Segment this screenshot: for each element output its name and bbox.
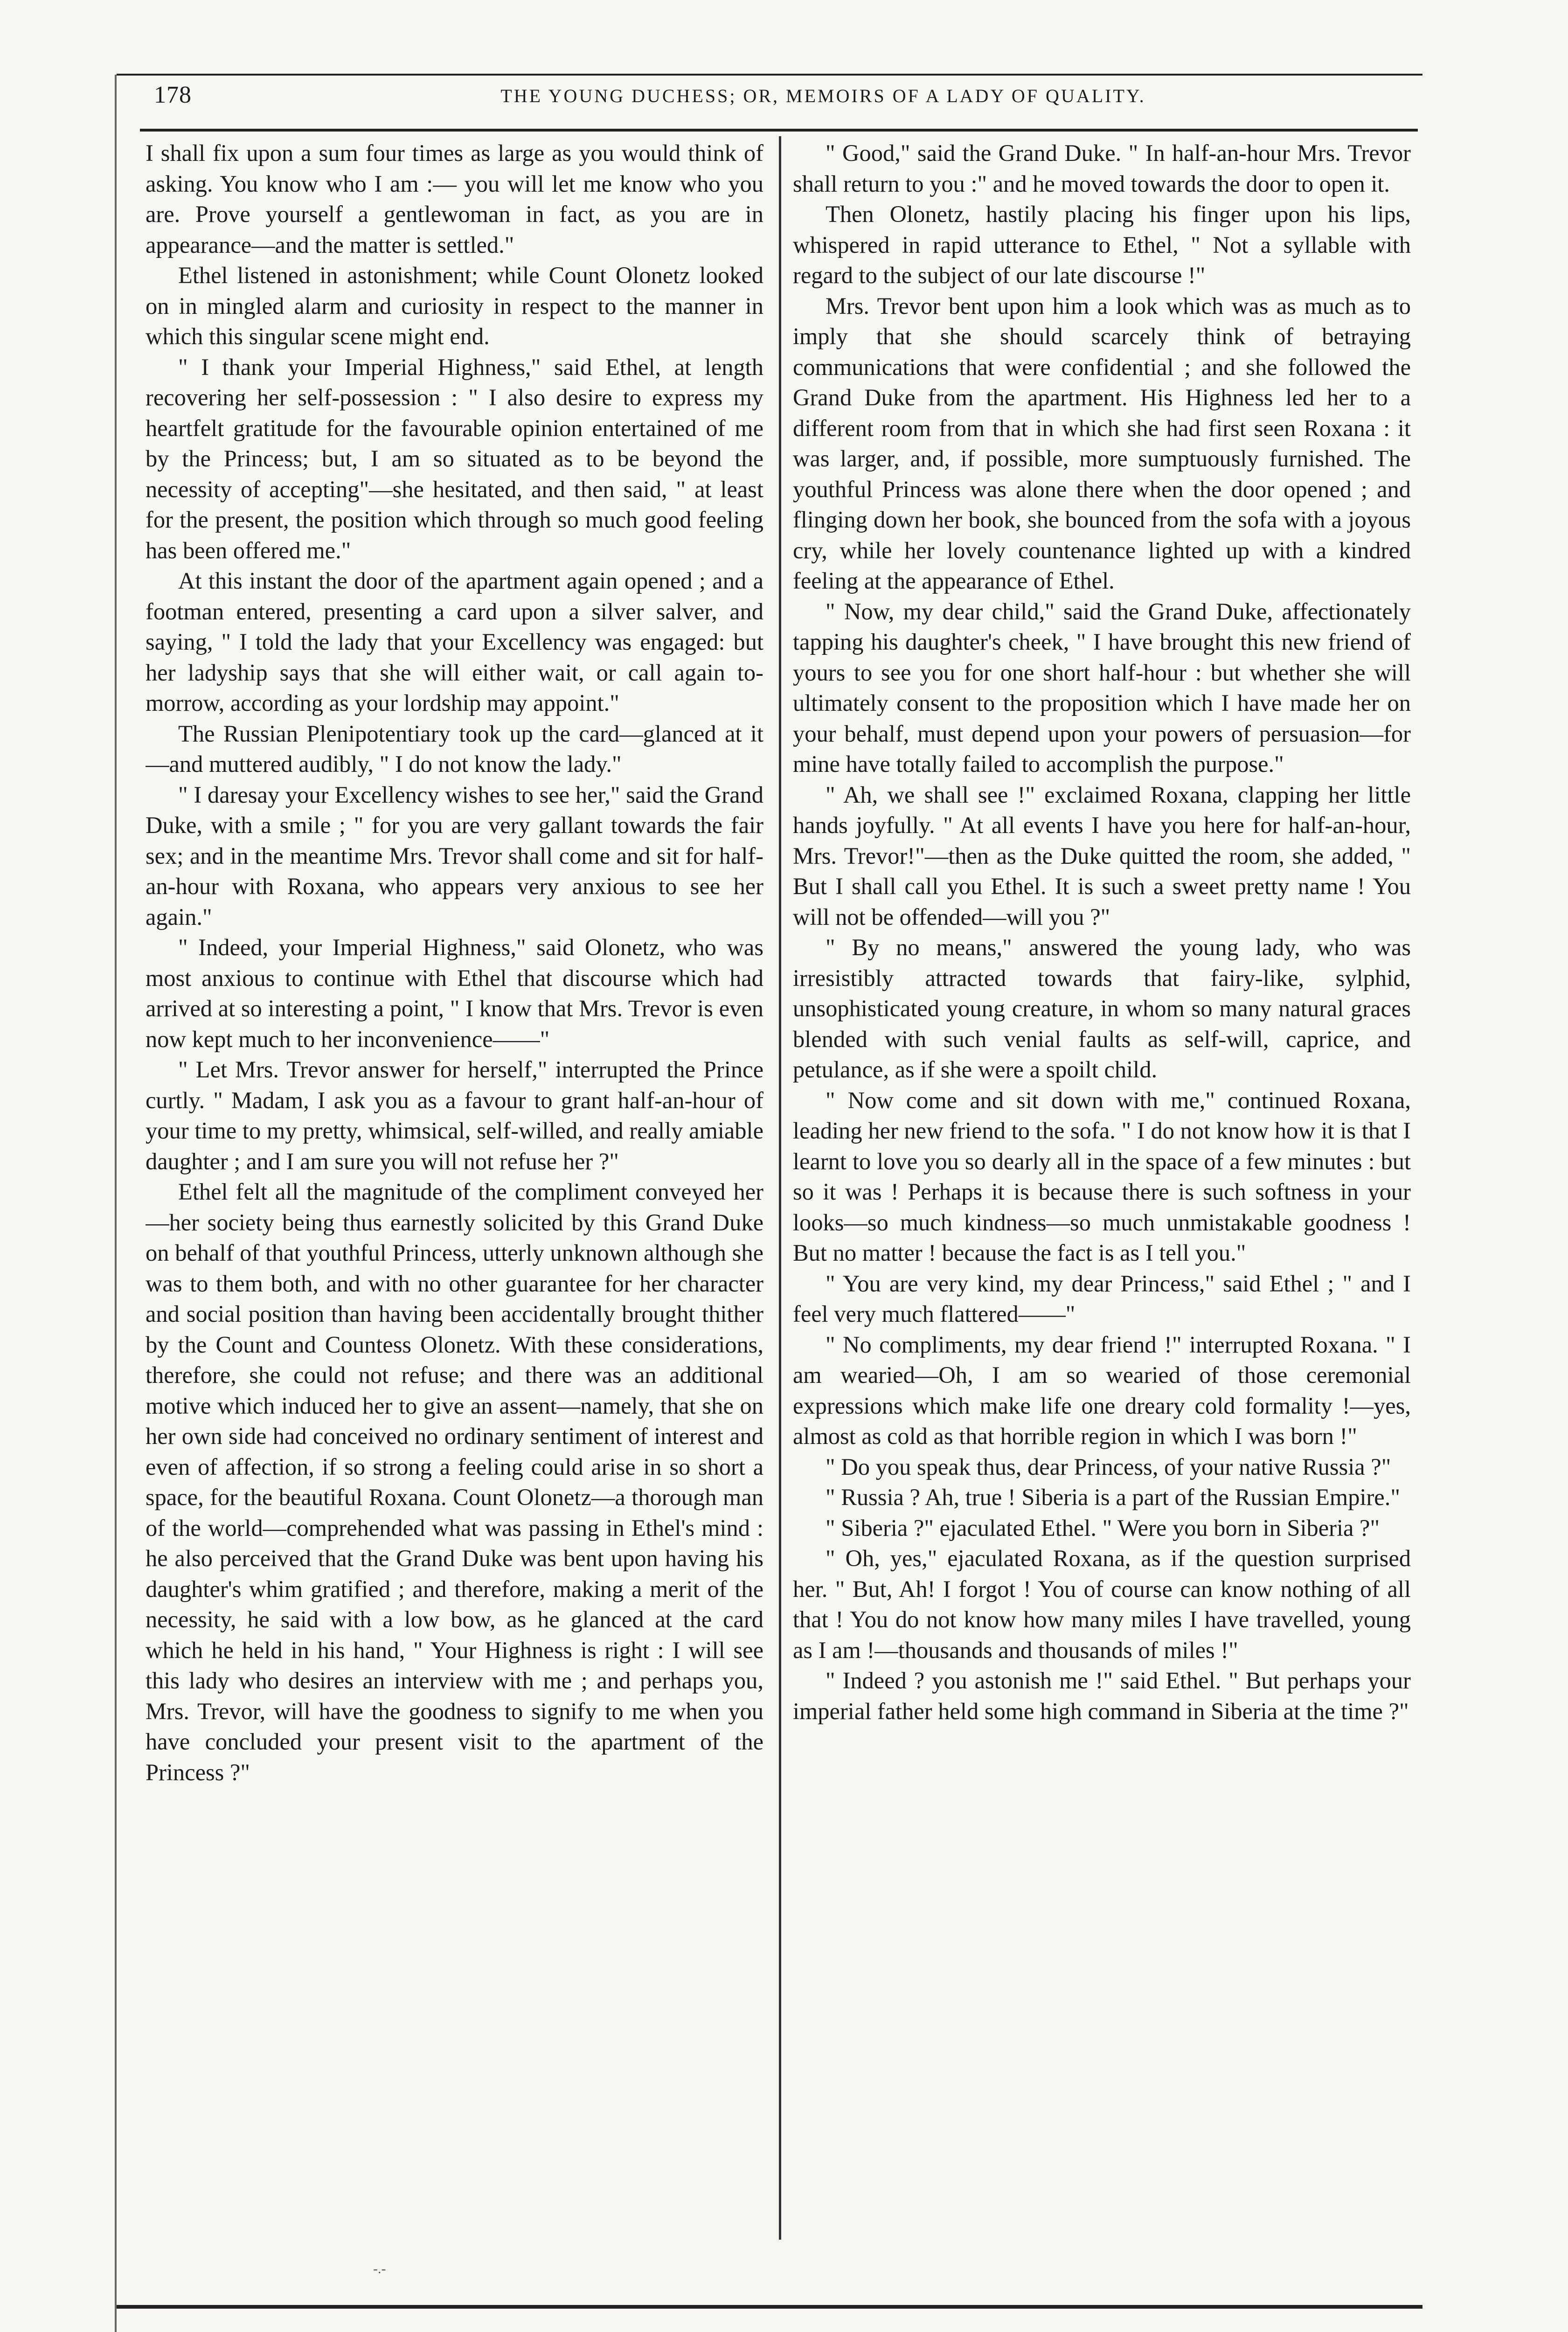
paragraph: The Russian Plenipotentiary took up the card—glanced at it—and muttered audibly, " I do not know the lady." [146,720,763,777]
paragraph: I shall fix upon a sum four times as large as you would think of asking. You know who I am :— you will let me know who you are. Prove yourself a gentlewoman in fact, as you are in appearance—and the matter is settled." [146,140,763,258]
paragraph: " I daresay your Excellency wishes to see her," said the Grand Duke, with a smile ; " for you are very gallant towards the fair sex; and in the meantime Mrs. Trevor shall come and sit for half-an-hour with Roxana, who appears very anxious to see her again." [146,781,763,930]
paragraph: " Siberia ?" ejaculated Ethel. " Were you born in Siberia ?" [826,1514,1380,1541]
paragraph: " No compliments, my dear friend !" interrupted Roxana. " I am wearied—Oh, I am so wearied of those ceremonial expressions which make life one dreary cold formality !—yes, almost as cold as that horrible region in which I was born !" [793,1331,1411,1449]
paragraph: " By no means," answered the young lady, who was irresistibly attracted towards that fairy-like, sylphid, unsophisticated young creature, in whom so many natural graces blended with such venial faults as self-will, caprice, and petulance, as if she were a spoilt child. [793,934,1411,1083]
paragraph: At this instant the door of the apartment again opened ; and a footman entered, presenting a card upon a silver salver, and saying, " I told the lady that your Excellency was engaged: but her ladyship says that she will either wait, or call again to-morrow, according as your lordship may appoint." [146,568,763,716]
paragraph: " Now come and sit down with me," continued Roxana, leading her new friend to the sofa. " I do not know how it is that I learnt to love you so dearly all in the space of a few minutes : but so it was ! Perhaps it is because there is such softness in your looks—so much kindness—so much unmistakable goodness ! But no matter ! because the fact is as I tell you." [793,1087,1411,1266]
paragraph: " Oh, yes," ejaculated Roxana, as if the question surprised her. " But, Ah! I forgot ! You of course can know nothing of all that ! You do not know how many miles I have travelled, young as I am !—thousands and thousands of miles !" [793,1545,1411,1663]
paragraph: " Let Mrs. Trevor answer for herself," interrupted the Prince curtly. " Madam, I ask you as a favour to grant half-an-hour of your time to my pretty, whimsical, self-willed, and really amiable daughter ; and I am sure you will not refuse her ?" [146,1056,763,1174]
paragraph: " Now, my dear child," said the Grand Duke, affectionately tapping his daughter's cheek, " I have brought this new friend of yours to see you for one short half-hour : but whether she will ultimately consent to the proposition which I have made her on your behalf, must depend upon your powers of persuasion—for mine have totally failed to accomplish the purpose." [793,598,1411,777]
paragraph: " You are very kind, my dear Princess," said Ethel ; " and I feel very much flattered——" [793,1270,1411,1327]
footer-mark: -.- [373,2261,386,2276]
column-divider [779,136,781,2240]
header-rule [140,129,1418,132]
paragraph: " Do you speak thus, dear Princess, of your native Russia ?" [826,1453,1391,1480]
paragraph: Ethel felt all the magnitude of the compliment conveyed her—her society being thus earnestly solicited by this Grand Duke on behalf of that youthful Princess, utterly unknown although she was to them both, and with no other guarantee for her character and social position than having been accidentally brought thither by the Count and Countess Olonetz. With these considerations, therefore, she could not refuse; and there was an additional motive which induced her to give an assent—namely, that she on her own side had conceived no ordinary sentiment of interest and even of affection, if so strong a feeling could arise in so short a space, for the beautiful Roxana. Count Olonetz—a thorough man of the world—comprehended what was passing in Ethel's mind : he also perceived that the Grand Duke was bent upon having his daughter's whim gratified ; and therefore, making a merit of the necessity, he said with a low bow, as he glanced at the card which he held in his hand, " Your Highness is right : I will see this lady who desires an interview with me ; and perhaps you, Mrs. Trevor, will have the goodness to signify to me when you have concluded your present visit to the apartment of the Princess ?" [146,1179,763,1785]
paragraph: " Indeed ? you astonish me !" said Ethel. " But perhaps your imperial father held some high command in Siberia at the time ?" [793,1667,1411,1724]
page-edge-line [115,75,117,2332]
paragraph: " Good," said the Grand Duke. " In half-an-hour Mrs. Trevor shall return to you :" and he moved towards the door to open it. [793,140,1411,197]
right-column [793,138,1411,2256]
page-header [154,78,1422,125]
page-number: 178 [154,82,192,108]
running-title: THE YOUNG DUCHESS; OR, MEMOIRS OF A LADY OF QUALITY. [500,85,1146,106]
paragraph: " Russia ? Ah, true ! Siberia is a part of the Russian Empire." [826,1484,1400,1510]
paragraph: Mrs. Trevor bent upon him a look which was as much as to imply that she should scarcely think of betraying communications that were confidential ; and she followed the Grand Duke from the apartment. His Highness led her to a different room from that in which she had first seen Roxana : it was larger, and, if possible, more sumptuously furnished. The youthful Princess was alone there when the door opened ; and flinging down her book, she bounced from the sofa with a joyous cry, while her lovely countenance lighted up with a kindred feeling at the appearance of Ethel. [793,292,1411,594]
paragraph: " Ah, we shall see !" exclaimed Roxana, clapping her little hands joyfully. " At all events I have you here for half-an-hour, Mrs. Trevor!"—then as the Duke quitted the room, she added, " But I shall call you Ethel. It is such a sweet pretty name ! You will not be offended—will you ?" [793,781,1411,930]
top-rule [117,74,1422,76]
paragraph: Ethel listened in astonishment; while Count Olonetz looked on in mingled alarm and curiosity in respect to the manner in which this singular scene might end. [146,262,763,349]
bottom-rule [117,2305,1422,2309]
paragraph: " I thank your Imperial Highness," said Ethel, at length recovering her self-possession : " I also desire to express my heartfelt gratitude for the favourable opinion entertained of me by the Princess; but, I am so situated as to be beyond the necessity of accepting"—she hesitated, and then said, " at least for the present, the position which through so much good feeling has been offered me." [146,354,763,563]
left-column [146,138,763,2256]
paragraph: " Indeed, your Imperial Highness," said Olonetz, who was most anxious to continue with Ethel that discourse which had arrived at so interesting a point, " I know that Mrs. Trevor is even now kept much to her inconvenience——" [146,934,763,1052]
paragraph: Then Olonetz, hastily placing his finger upon his lips, whispered in rapid utterance to Ethel, " Not a syllable with regard to the subject of our late discourse !" [793,201,1411,288]
